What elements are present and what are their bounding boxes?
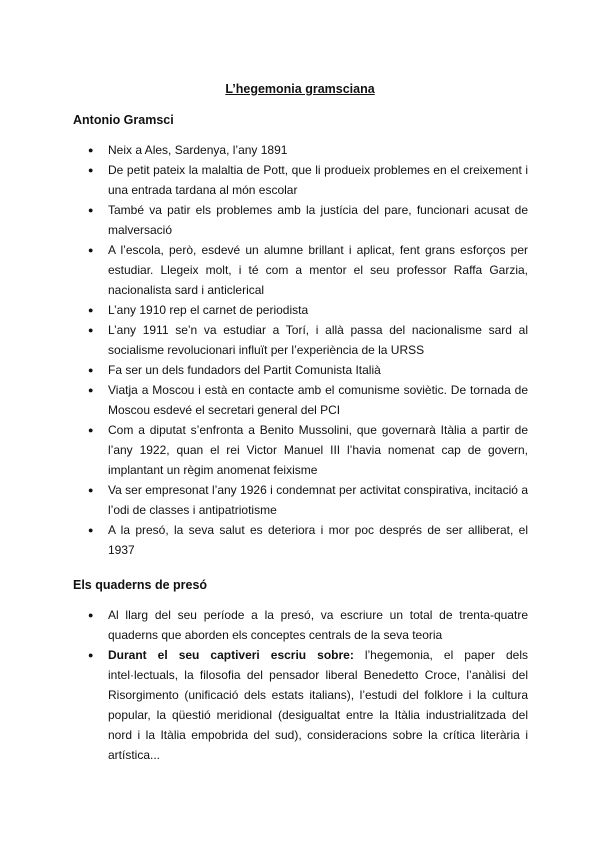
list-item: ● A la presó, la seva salut es deteriora i mor poc després de ser alliberat, el 1937	[73, 520, 528, 560]
list-item: ● L’any 1911 se’n va estudiar a Torí, i allà passa del nacionalisme sard al socialisme revolucionari influït per l’experiència de la URSS	[73, 320, 528, 360]
list-item: ● També va patir els problemes amb la justícia del pare, funcionari acusat de malversació	[73, 200, 528, 240]
list-item-bold-lead: Durant el seu captiveri escriu sobre:	[108, 648, 354, 662]
quaderns-bullet-list	[73, 605, 528, 765]
list-item-text: l’hegemonia, el paper dels intel·lectuals, la filosofia del pensador liberal Benedetto Croce, l’anàlisi del Risorgimento (unificació dels estats italians), l’estudi del folklore i la cultura popular, la qüestió meridional (desigualtat entre la Itàlia industrialitzada del nord i la Itàlia empobrida del sud), consideracions sobre la crítica literària i artística...	[108, 648, 528, 762]
list-item: ● L’any 1910 rep el carnet de periodista	[73, 300, 528, 320]
page-title: L’hegemonia gramsciana	[225, 82, 375, 96]
gramsci-bullet-list	[73, 140, 528, 560]
section-heading-quaderns: Els quaderns de presó	[73, 578, 208, 592]
list-item: ● Neix a Ales, Sardenya, l’any 1891	[73, 140, 528, 160]
list-item: ● De petit pateix la malaltia de Pott, que li produeix problemes en el creixement i una entrada tardana al món escolar	[73, 160, 528, 200]
section-heading-gramsci: Antonio Gramsci	[73, 113, 174, 127]
list-item: ● Va ser empresonat l’any 1926 i condemnat per activitat conspirativa, incitació a l’odi de classes i antipatriotisme	[73, 480, 528, 520]
list-item: ● Viatja a Moscou i està en contacte amb el comunisme soviètic. De tornada de Moscou esdevé el secretari general del PCI	[73, 380, 528, 420]
list-item: ● Fa ser un dels fundadors del Partit Comunista Italià	[73, 360, 528, 380]
list-item	[73, 645, 528, 765]
list-item: ● Al llarg del seu període a la presó, va escriure un total de trenta-quatre quaderns que aborden els conceptes centrals de la seva teoria	[73, 605, 528, 645]
list-item: ● Com a diputat s’enfronta a Benito Mussolini, que governarà Itàlia a partir de l’any 1922, quan el rei Victor Manuel III l’havia nomenat cap de govern, implantant un règim anomenat feixisme	[73, 420, 528, 480]
list-item: ● A l’escola, però, esdevé un alumne brillant i aplicat, fent grans esforços per estudiar. Llegeix molt, i té com a mentor el seu professor Raffa Garzia, nacionalista sard i anticlerical	[73, 240, 528, 300]
